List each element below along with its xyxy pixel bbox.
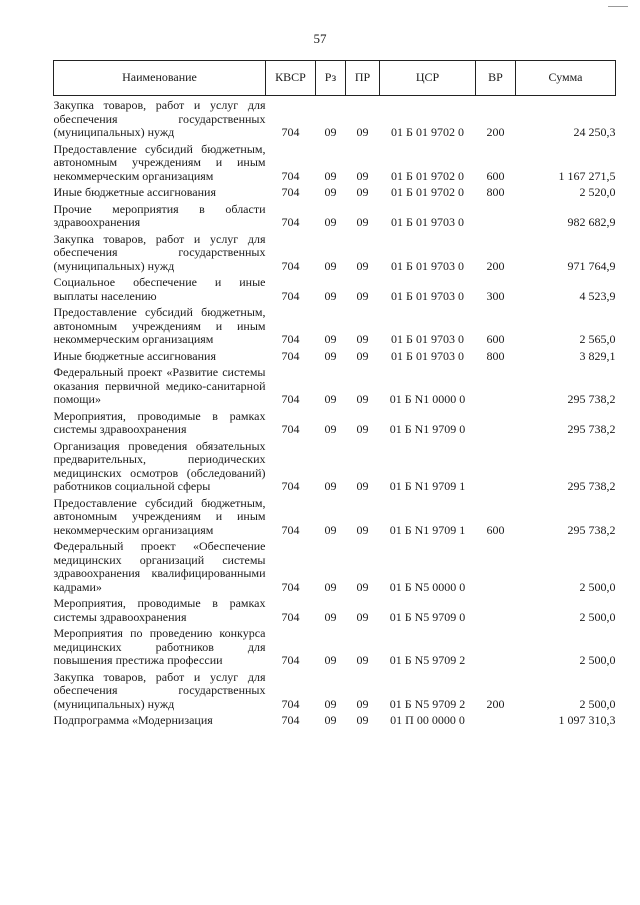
row-vr	[476, 711, 516, 728]
row-pr: 09	[356, 392, 369, 406]
row-pr: 09	[356, 215, 369, 229]
row-csr: 01 Б N5 0000 0	[389, 579, 466, 594]
row-kvsr: 704	[281, 348, 300, 363]
row-vr: 600	[486, 522, 505, 537]
row-vr: 800	[486, 348, 505, 363]
row-kvsr: 704	[281, 125, 300, 139]
row-vr	[476, 200, 516, 230]
header-vr: ВР	[476, 61, 516, 96]
row-rz: 09	[324, 185, 337, 199]
row-name: Закупка товаров, работ и услуг для обеспечения государственных (муниципальных) нужд	[53, 669, 266, 711]
row-kvsr: 704	[281, 653, 300, 667]
row-rz: 09	[324, 288, 337, 303]
row-sum: 295 738,2	[567, 522, 616, 537]
table-row	[54, 273, 616, 303]
row-csr: 01 Б N5 9709 0	[389, 609, 466, 624]
header-kvsr: КВСР	[266, 61, 316, 96]
table-row	[54, 537, 616, 594]
scan-artifact	[608, 6, 628, 7]
table-row	[54, 230, 616, 274]
row-vr: 800	[486, 185, 505, 199]
row-rz: 09	[324, 125, 337, 139]
row-rz: 09	[324, 392, 337, 406]
row-csr: 01 Б 01 9703 0	[391, 332, 464, 346]
row-rz: 09	[324, 713, 337, 727]
row-csr: 01 Б 01 9702 0	[391, 125, 464, 139]
row-vr	[476, 624, 516, 668]
row-sum: 2 500,0	[579, 696, 616, 711]
table-row	[54, 183, 616, 200]
row-kvsr: 704	[281, 168, 300, 183]
header-name: Наименование	[54, 61, 266, 96]
row-csr: 01 Б N1 9709 0	[389, 422, 466, 436]
row-pr: 09	[356, 609, 369, 624]
page-number: 57	[313, 31, 327, 46]
row-csr: 01 Б N1 0000 0	[389, 392, 466, 406]
row-name: Подпрограмма «Модернизация	[53, 713, 213, 727]
row-rz: 09	[324, 579, 337, 594]
row-name: Предоставление субсидий бюджетным, автономным учреждениям и иным некоммерческим организациям	[53, 305, 266, 346]
row-rz: 09	[324, 696, 337, 711]
table-row	[54, 303, 616, 347]
row-kvsr: 704	[281, 696, 300, 711]
row-rz: 09	[324, 215, 337, 229]
row-sum: 1 097 310,3	[558, 713, 616, 727]
table-row	[54, 363, 616, 407]
row-name: Мероприятия, проводимые в рамках системы здравоохранения	[53, 596, 266, 624]
row-pr: 09	[356, 579, 369, 594]
row-pr: 09	[356, 422, 369, 436]
table-row	[54, 437, 616, 494]
header-rz: Рз	[316, 61, 346, 96]
row-sum: 2 565,0	[579, 332, 616, 346]
table-row	[54, 200, 616, 230]
table-row	[54, 347, 616, 364]
row-kvsr: 704	[281, 713, 300, 727]
row-vr: 200	[486, 696, 505, 711]
table-header-row	[54, 61, 616, 96]
row-rz: 09	[324, 258, 337, 273]
row-kvsr: 704	[281, 579, 300, 594]
row-sum: 295 738,2	[567, 479, 616, 493]
row-rz: 09	[324, 168, 337, 183]
row-name: Закупка товаров, работ и услуг для обеспечения государственных (муниципальных) нужд	[53, 231, 266, 273]
row-name: Социальное обеспечение и иные выплаты населению	[53, 275, 266, 303]
budget-table	[53, 60, 616, 728]
row-sum: 3 829,1	[579, 348, 616, 363]
header-sum: Сумма	[516, 61, 616, 96]
row-kvsr: 704	[281, 258, 300, 273]
row-name: Предоставление субсидий бюджетным, автономным учреждениям и иным некоммерческим организациям	[53, 141, 266, 183]
row-kvsr: 704	[281, 215, 300, 229]
row-sum: 24 250,3	[573, 125, 616, 139]
table-row	[54, 711, 616, 728]
row-sum: 2 520,0	[579, 185, 616, 199]
row-pr: 09	[356, 258, 369, 273]
table-row	[54, 668, 616, 712]
row-pr: 09	[356, 348, 369, 363]
row-pr: 09	[356, 479, 369, 493]
table-row	[54, 140, 616, 184]
row-rz: 09	[324, 522, 337, 537]
row-vr	[476, 437, 516, 494]
row-csr: 01 Б 01 9702 0	[391, 185, 464, 199]
row-pr: 09	[356, 696, 369, 711]
row-name: Иные бюджетные ассигнования	[53, 348, 216, 363]
row-sum: 4 523,9	[579, 288, 616, 303]
row-pr: 09	[356, 168, 369, 183]
row-vr: 200	[486, 125, 505, 139]
row-rz: 09	[324, 332, 337, 346]
row-csr: 01 Б 01 9703 0	[391, 215, 464, 229]
row-pr: 09	[356, 332, 369, 346]
row-pr: 09	[356, 653, 369, 667]
row-name: Предоставление субсидий бюджетным, автономным учреждениям и иным некоммерческим организациям	[53, 495, 266, 537]
row-sum: 982 682,9	[567, 215, 616, 229]
row-name: Федеральный проект «Развитие системы оказания первичной медико-санитарной помощи»	[53, 365, 266, 406]
row-vr	[476, 537, 516, 594]
row-csr: 01 Б 01 9702 0	[391, 168, 464, 183]
header-pr: ПР	[346, 61, 380, 96]
row-kvsr: 704	[281, 522, 300, 537]
row-name: Мероприятия, проводимые в рамках системы здравоохранения	[53, 408, 266, 436]
table-row	[54, 96, 616, 140]
row-csr: 01 П 00 0000 0	[390, 713, 465, 727]
header-csr: ЦСР	[380, 61, 476, 96]
row-kvsr: 704	[281, 185, 300, 199]
row-csr: 01 Б N1 9709 1	[389, 522, 466, 537]
row-csr: 01 Б N1 9709 1	[389, 479, 466, 493]
row-kvsr: 704	[281, 609, 300, 624]
row-name: Прочие мероприятия в области здравоохранения	[53, 201, 266, 229]
row-name: Организация проведения обязательных предварительных, периодических медицинских осмотров (обследований) работников социальной сферы	[53, 438, 266, 493]
row-kvsr: 704	[281, 392, 300, 406]
row-pr: 09	[356, 288, 369, 303]
row-name: Федеральный проект «Обеспечение медицинских организаций системы здравоохранения квалифицированными кадрами»	[53, 539, 266, 594]
row-kvsr: 704	[281, 332, 300, 346]
table-row	[54, 624, 616, 668]
row-csr: 01 Б 01 9703 0	[391, 288, 464, 303]
row-rz: 09	[324, 348, 337, 363]
row-kvsr: 704	[281, 422, 300, 436]
row-sum: 2 500,0	[579, 653, 616, 667]
row-vr: 200	[486, 258, 505, 273]
table-row	[54, 407, 616, 437]
row-vr: 300	[486, 288, 505, 303]
row-name: Закупка товаров, работ и услуг для обеспечения государственных (муниципальных) нужд	[53, 98, 266, 139]
row-kvsr: 704	[281, 288, 300, 303]
row-pr: 09	[356, 185, 369, 199]
table-row	[54, 594, 616, 624]
row-csr: 01 Б 01 9703 0	[391, 258, 464, 273]
row-sum: 2 500,0	[579, 609, 616, 624]
row-name: Иные бюджетные ассигнования	[53, 185, 216, 199]
row-vr: 600	[486, 168, 505, 183]
row-sum: 2 500,0	[579, 579, 616, 594]
row-sum: 295 738,2	[567, 422, 616, 436]
row-pr: 09	[356, 522, 369, 537]
row-vr	[476, 407, 516, 437]
row-vr	[476, 594, 516, 624]
row-rz: 09	[324, 479, 337, 493]
row-name: Мероприятия по проведению конкурса медицинских работников для повышения престижа профессии	[53, 626, 266, 667]
row-csr: 01 Б N5 9709 2	[389, 653, 466, 667]
row-vr	[476, 363, 516, 407]
row-pr: 09	[356, 713, 369, 727]
row-kvsr: 704	[281, 479, 300, 493]
row-rz: 09	[324, 653, 337, 667]
row-sum: 1 167 271,5	[558, 168, 616, 183]
row-csr: 01 Б N5 9709 2	[389, 696, 466, 711]
row-rz: 09	[324, 609, 337, 624]
row-vr: 600	[486, 332, 505, 346]
row-pr: 09	[356, 125, 369, 139]
row-rz: 09	[324, 422, 337, 436]
row-sum: 971 764,9	[567, 258, 616, 273]
table-row	[54, 494, 616, 538]
row-sum: 295 738,2	[567, 392, 616, 406]
row-csr: 01 Б 01 9703 0	[391, 348, 464, 363]
